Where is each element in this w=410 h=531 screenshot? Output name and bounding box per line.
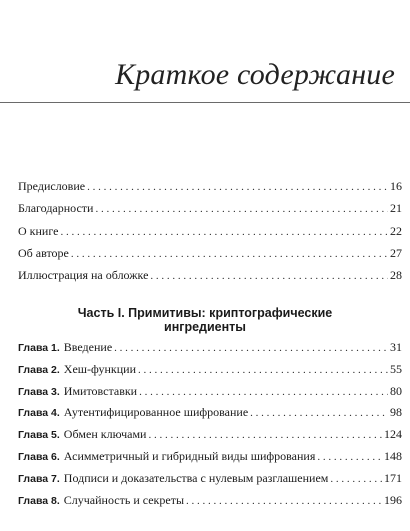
chapter-number: Глава 6.: [18, 450, 60, 463]
chapter-page: 55: [390, 361, 402, 376]
chapter-entry-1: [18, 341, 402, 354]
leader-dots: [87, 181, 388, 194]
chapter-title: Обмен ключами: [63, 427, 147, 442]
chapter-number: Глава 4.: [18, 407, 60, 420]
leader-dots: [317, 451, 382, 464]
toc-entry-label: Предисловие: [18, 179, 86, 193]
front-matter-list: [18, 180, 402, 291]
toc-entry-acknowledgements: [18, 202, 402, 215]
chapter-entry-2: [18, 363, 402, 376]
leader-dots: [139, 386, 388, 399]
leader-dots: [330, 473, 382, 486]
chapter-number: Глава 8.: [18, 494, 60, 507]
chapter-entry-8: [18, 494, 402, 507]
toc-entry-label: Благодарности: [18, 201, 94, 216]
part-heading-line-1: Часть I. Примитивы: криптографические: [77, 306, 333, 320]
chapter-number: Глава 3.: [18, 385, 60, 398]
chapter-page: 80: [390, 383, 402, 398]
page-title: Краткое содержание: [115, 58, 395, 91]
chapter-title: Имитовставки: [63, 383, 138, 398]
chapter-title: Аутентифицированное шифрование: [63, 405, 249, 420]
leader-dots: [250, 407, 388, 420]
chapter-list: [18, 341, 402, 515]
chapter-page: 124: [384, 427, 402, 442]
toc-entry-label: Иллюстрация на обложке: [18, 268, 149, 283]
toc-entry-page: 16: [390, 179, 402, 193]
toc-entry-preface: [18, 180, 402, 193]
toc-entry-cover-illustration: [18, 269, 402, 282]
leader-dots: [60, 226, 388, 239]
chapter-entry-6: [18, 450, 402, 463]
chapter-title: Введение: [63, 340, 113, 354]
toc-entry-page: 27: [390, 245, 402, 260]
chapter-entry-3: [18, 385, 402, 398]
leader-dots: [95, 203, 388, 216]
chapter-title: Асимметричный и гибридный виды шифрования: [63, 448, 316, 463]
chapter-page: 98: [390, 405, 402, 420]
leader-dots: [138, 364, 388, 377]
chapter-number: Глава 1.: [18, 342, 60, 354]
chapter-page: 31: [390, 340, 402, 354]
chapter-number: Глава 5.: [18, 429, 60, 442]
part-heading-line-2: ингредиенты: [164, 320, 246, 334]
leader-dots: [148, 429, 382, 442]
leader-dots: [186, 495, 382, 508]
toc-entry-about-book: [18, 225, 402, 238]
leader-dots: [114, 342, 388, 355]
toc-entry-label: О книге: [18, 223, 59, 238]
toc-entry-page: 28: [390, 268, 402, 283]
chapter-title: Подписи и доказательства с нулевым разглашением: [63, 470, 329, 485]
chapter-page: 171: [384, 470, 402, 485]
toc-entry-about-author: [18, 247, 402, 260]
toc-entry-page: 21: [390, 201, 402, 216]
chapter-number: Глава 2.: [18, 363, 60, 376]
title-divider: [0, 102, 410, 103]
chapter-number: Глава 7.: [18, 472, 60, 485]
chapter-page: 148: [384, 448, 402, 463]
leader-dots: [150, 270, 388, 283]
toc-entry-page: 22: [390, 223, 402, 238]
part-heading: [0, 306, 410, 334]
leader-dots: [71, 248, 388, 261]
chapter-page: 196: [384, 492, 402, 507]
chapter-title: Хеш-функции: [63, 361, 137, 376]
chapter-entry-5: [18, 428, 402, 441]
toc-entry-label: Об авторе: [18, 245, 69, 260]
chapter-title: Случайность и секреты: [63, 492, 185, 507]
chapter-entry-7: [18, 472, 402, 485]
chapter-entry-4: [18, 406, 402, 419]
